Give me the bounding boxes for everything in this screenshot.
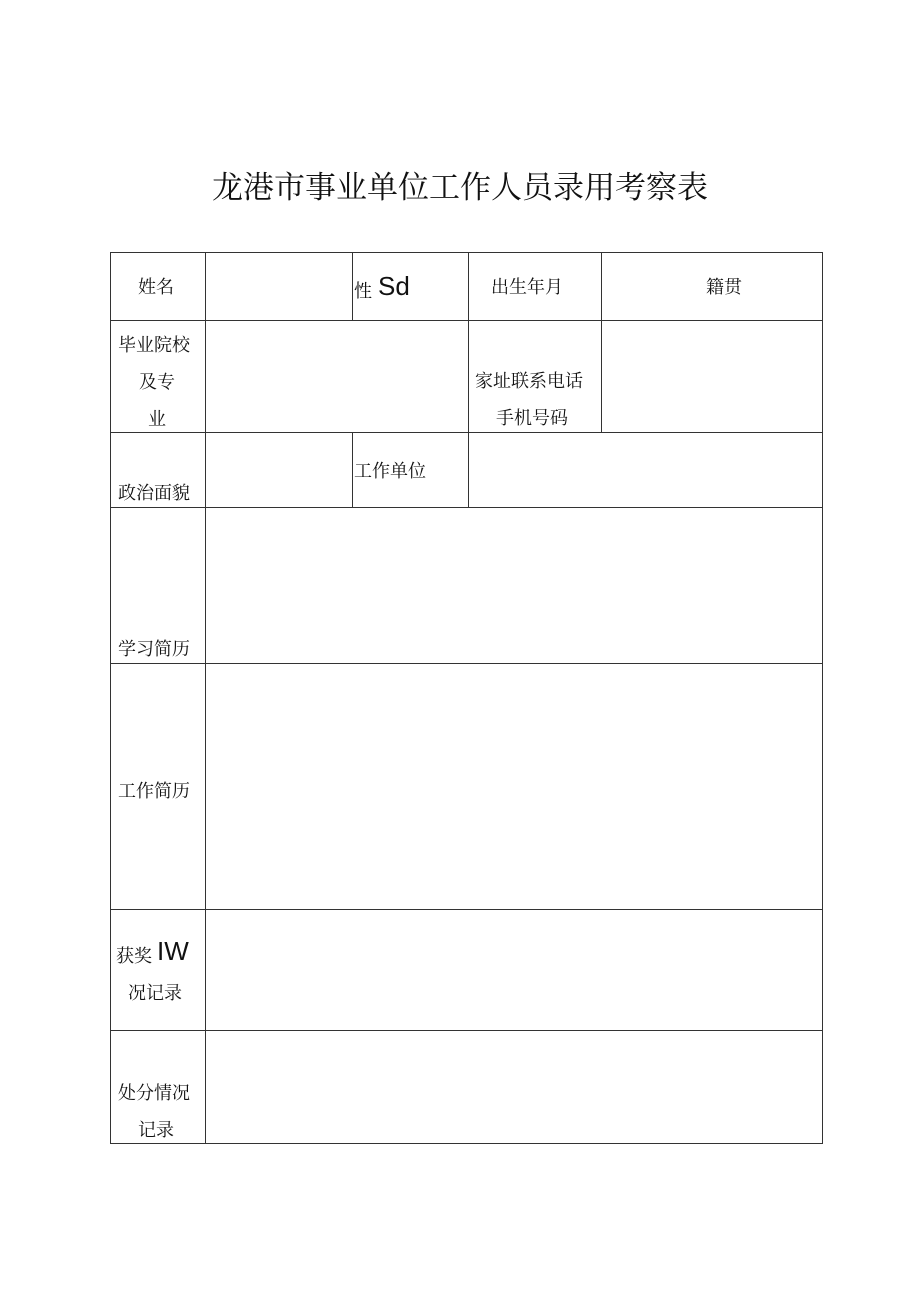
study-history-label: 学习简历 [118, 639, 190, 660]
work-history-field[interactable] [206, 664, 822, 909]
school-label-line3: 业 [148, 409, 166, 430]
address-phone-label: 家址联系电话 [475, 371, 583, 392]
name-field[interactable] [206, 253, 352, 320]
birth-label: 出生年月 [491, 277, 563, 298]
native-place-label: 籍贯 [706, 277, 742, 298]
awards-label-tail: IW [157, 936, 189, 966]
politics-label: 政治面貌 [118, 483, 190, 504]
school-label-line2: 及专 [139, 372, 175, 393]
mobile-label: 手机号码 [496, 408, 568, 429]
school-label-line1: 毕业院校 [118, 335, 190, 356]
address-phone-field[interactable] [602, 321, 822, 432]
gender-label-tail: Sd [378, 271, 410, 301]
study-history-field[interactable] [206, 508, 822, 663]
school-field[interactable] [206, 321, 468, 432]
work-history-label: 工作简历 [118, 781, 190, 802]
workunit-label: 工作单位 [354, 461, 426, 482]
page-title: 龙港市事业单位工作人员录用考察表 [212, 170, 708, 206]
awards-field[interactable] [206, 910, 822, 1030]
punishment-field[interactable] [206, 1031, 822, 1143]
workunit-field[interactable] [469, 433, 822, 507]
punishment-label-line1: 处分情况 [118, 1083, 190, 1104]
politics-field[interactable] [206, 433, 352, 507]
awards-label-line1: 获奖 [116, 946, 152, 967]
name-label: 姓名 [138, 277, 174, 298]
awards-label-line2: 况记录 [128, 983, 182, 1004]
punishment-label-line2: 记录 [138, 1120, 174, 1141]
gender-label: 性 [354, 281, 372, 302]
